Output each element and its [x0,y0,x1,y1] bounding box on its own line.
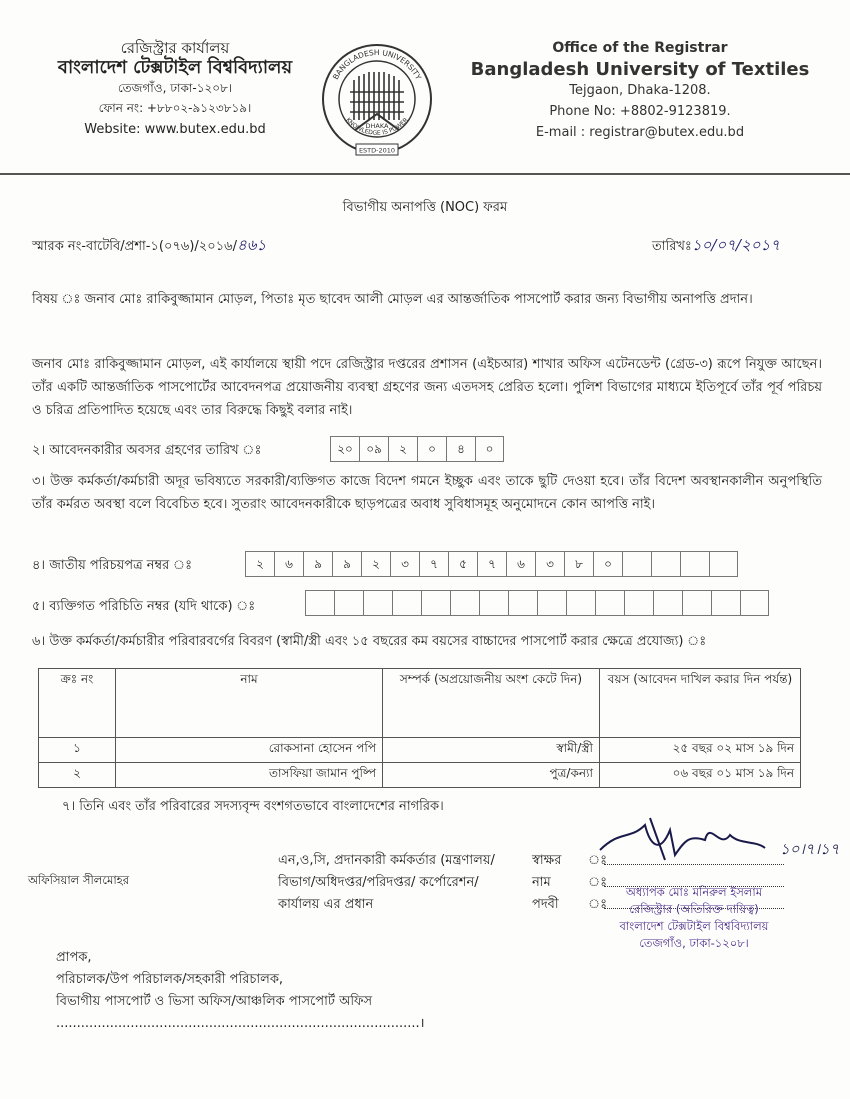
nid-digit-box [651,551,680,577]
retirement-date-boxes [330,436,504,462]
official-stamp [584,884,804,952]
signature-labels [532,850,561,916]
id-box [682,590,711,616]
item6-label: ৬। উক্ত কর্মকর্তা/কর্মচারীর পরিবারবর্গের বিবরণ (স্বামী/স্ত্রী এবং ১৫ বছরের কম বয়সের বাচ্চাদের পাসপোর্ট করার ক্ষেত্রে প্রযোজ্য) ঃ [32,634,707,649]
colon: ঃ [588,875,608,890]
recipient-line1: পরিচালক/উপ পরিচালক/সহকারী পরিচালক, [56,972,284,987]
university-seal-icon [320,42,435,160]
seal-motto-text: KNOWLEDGE IS POWER [344,116,410,137]
id-box [711,590,740,616]
body-paragraph: জনাব মোঃ রাকিবুজ্জামান মোড়ল, এই কার্যালয়ে স্থায়ী পদে রেজিস্ট্রার দপ্তরের প্রশাসন (এইচআর) শাখার অফিস এটেনডেন্ট (গ্রেড-৩) রূপে নিযুক্ত আছেন। তাঁর একটি আন্তর্জাতিক পাসপোর্টের আবেদনপত্র প্রয়োজনীয় ব্যবস্থা গ্রহণের জন্য এতদসহ প্রেরিত হলো। পুলিশ বিভাগের মাধ্যমে ইতিপূর্বে তাঁর পূর্ব পরিচয় ও চরিত্র প্রতিপাদিত হয়েছে এবং তার বিরুদ্ধে কিছুই বলার নাই। [32,357,822,418]
nid-digit-box: ২ [361,551,390,577]
col-name: নাম [116,669,383,738]
row-name: তাসফিয়া জামান পুষ্পি [116,763,383,788]
nid-digit-box: ৫ [448,551,477,577]
table-row [39,763,801,788]
subject: বিষয় ঃ জনাব মোঃ রাকিবুজ্জামান মোড়ল, পিতাঃ মৃত ছাবেদ আলী মোড়ল এর আন্তর্জাতিক পাসপোর্ট করার জন্য বিভাগীয় অনাপত্তি প্রদান। [32,292,753,307]
en-university: Bangladesh University of Textiles [470,59,810,80]
official-seal-label: অফিসিয়াল সীলমোহর [28,873,130,887]
id-box [392,590,421,616]
date-box: ২ [388,436,417,462]
nid-digit-box: ৯ [303,551,332,577]
date-box: ২০ [330,436,359,462]
en-email: E-mail : registrar@butex.edu.bd [535,125,745,140]
row-age: ২৫ বছর ০২ মাস ১৯ দিন [600,738,801,763]
item4-label: ৪। জাতীয় পরিচয়পত্র নম্বর ঃ [32,558,193,573]
sign-label: স্বাক্ষর [532,853,562,868]
memo-handwritten: ৪৬১ [236,236,267,254]
colon: ঃ [588,853,608,868]
date-handwritten: ১০/০৭/২০১৭ [691,236,780,254]
nid-digit-box: ৩ [390,551,419,577]
nid-digit-box: ৭ [477,551,506,577]
row-name: রোকসানা হোসেন পপি [116,738,383,763]
id-box [566,590,595,616]
nid-digit-box: ৩ [535,551,564,577]
table-header-row [39,669,801,738]
stamp-designation: রেজিস্ট্রার (অতিরিক্ত দায়িত্ব) [629,902,759,916]
id-box [305,590,334,616]
date-box: ০৯ [359,436,388,462]
nid-digit-box: ৬ [506,551,535,577]
bn-office: রেজিস্ট্রার কার্যালয় [120,39,230,57]
id-box [479,590,508,616]
recipient-line3: ........................................................................................। [56,1016,425,1031]
id-box [595,590,624,616]
nid-boxes [245,551,738,577]
signature-date: ১০।৭।১৭ [780,840,840,858]
stamp-university: বাংলাদেশ টেক্সটাইল বিশ্ববিদ্যালয় [619,919,769,933]
designation-label: পদবী [532,897,559,912]
header-divider [0,173,850,175]
date-box: ৪ [446,436,475,462]
svg-text:BANGLADESH UNIVERSITY [331,48,423,82]
seal-year: ESTD-2010 [358,146,396,155]
family-table [38,668,801,788]
id-box [508,590,537,616]
nid-digit-box: ৯ [332,551,361,577]
item2-label: ২। আবেদনকারীর অবসর গ্রহণের তারিখ ঃ [32,443,262,458]
header-bangla [40,38,310,140]
seal-city: DHAKA [365,122,389,130]
col-relation: সম্পর্ক (অপ্রয়োজনীয় অংশ কেটে দিন) [383,669,600,738]
row-relation: স্বামী/স্ত্রী [383,738,600,763]
date-label: তারিখঃ [652,239,692,254]
en-phone: Phone No: +8802-9123819. [549,104,731,119]
form-title: বিভাগীয় অনাপত্তি (NOC) ফরম [342,200,508,215]
nid-digit-box [622,551,651,577]
memo-label: স্মারক নং-বাটেবি/প্রশা-১(০৭৬)/২০১৬/ [32,239,237,254]
nid-digit-box: ৮ [564,551,593,577]
col-age: বয়স (আবেদন দাখিল করার দিন পর্যন্ত) [600,669,801,738]
recipient-block [56,947,425,1035]
nid-digit-box [709,551,738,577]
nid-digit-box: ০ [593,551,622,577]
name-label: নাম [532,875,551,890]
id-box [450,590,479,616]
nid-digit-box: ৭ [419,551,448,577]
bn-phone: ফোন নং: +৮৮০২-৯১২৩৮১৯। [98,101,252,115]
id-box [537,590,566,616]
id-box [653,590,682,616]
header-english [450,38,830,143]
date-box: ০ [417,436,446,462]
col-serial: ক্রঃ নং [39,669,116,738]
seal-top-text: BANGLADESH UNIVERSITY [331,47,424,82]
memo-number [32,234,266,259]
recipient-label: প্রাপক, [56,950,92,965]
id-box [740,590,769,616]
bn-address: তেজগাঁও, ঢাকা-১২০৮। [117,81,233,95]
stamp-address: তেজগাঁও, ঢাকা-১২০৮। [639,936,749,950]
colon: ঃ [588,897,608,912]
id-box [624,590,653,616]
bn-university: বাংলাদেশ টেক্সটাইল বিশ্ববিদ্যালয় [57,57,293,78]
id-box [363,590,392,616]
nid-digit-box: ৬ [274,551,303,577]
nid-digit-box [680,551,709,577]
id-box [421,590,450,616]
en-address: Tejgaon, Dhaka-1208. [569,83,711,98]
item3-paragraph: ৩। উক্ত কর্মকর্তা/কর্মচারী অদূর ভবিষ্যতে সরকারী/ব্যক্তিগত কাজে বিদেশ গমনে ইচ্ছুক এবং তাকে ছুটি দেওয়া হবে। তাঁর বিদেশ অবস্থানকালীন অনুপস্থিতি তাঁর কর্মরত অবস্থা বলে বিবেচিত হবে। সুতরাং আবেদনকারীকে ছাড়পত্রের অবাধ সুবিধাসমূহ অনুমোদনে কোন আপত্তি নাই। [32,474,822,512]
en-office: Office of the Registrar [552,40,728,56]
signature-scribble-icon [590,810,840,870]
row-serial: ১ [39,738,116,763]
table-row [39,738,801,763]
row-relation: পুত্র/কন্যা [383,763,600,788]
id-box [334,590,363,616]
row-serial: ২ [39,763,116,788]
row-age: ০৬ বছর ০১ মাস ১৯ দিন [600,763,801,788]
stamp-name: অধ্যাপক মোঃ মনিরুল ইসলাম [625,885,763,899]
noc-authority: এন,ও,সি, প্রদানকারী কর্মকর্তার (মন্ত্রণালয়/বিভাগ/অধিদপ্তর/পরিদপ্তর/ কর্পোরেশন/কার্যালয় এর প্রধান [278,853,495,912]
personal-id-boxes [305,590,769,616]
recipient-line2: বিভাগীয় পাসপোর্ট ও ভিসা অফিস/আঞ্চলিক পাসপোর্ট অফিস [56,994,373,1009]
nid-digit-box: ২ [245,551,274,577]
item7: ৭। তিনি এবং তাঁর পরিবারের সদস্যবৃন্দ বংশগতভাবে বাংলাদেশের নাগরিক। [62,799,444,814]
website: Website: www.butex.edu.bd [84,122,266,137]
letter-date [652,234,780,259]
item5-label: ৫। ব্যক্তিগত পরিচিতি নম্বর (যদি থাকে) ঃ [32,599,256,614]
date-box: ০ [475,436,504,462]
